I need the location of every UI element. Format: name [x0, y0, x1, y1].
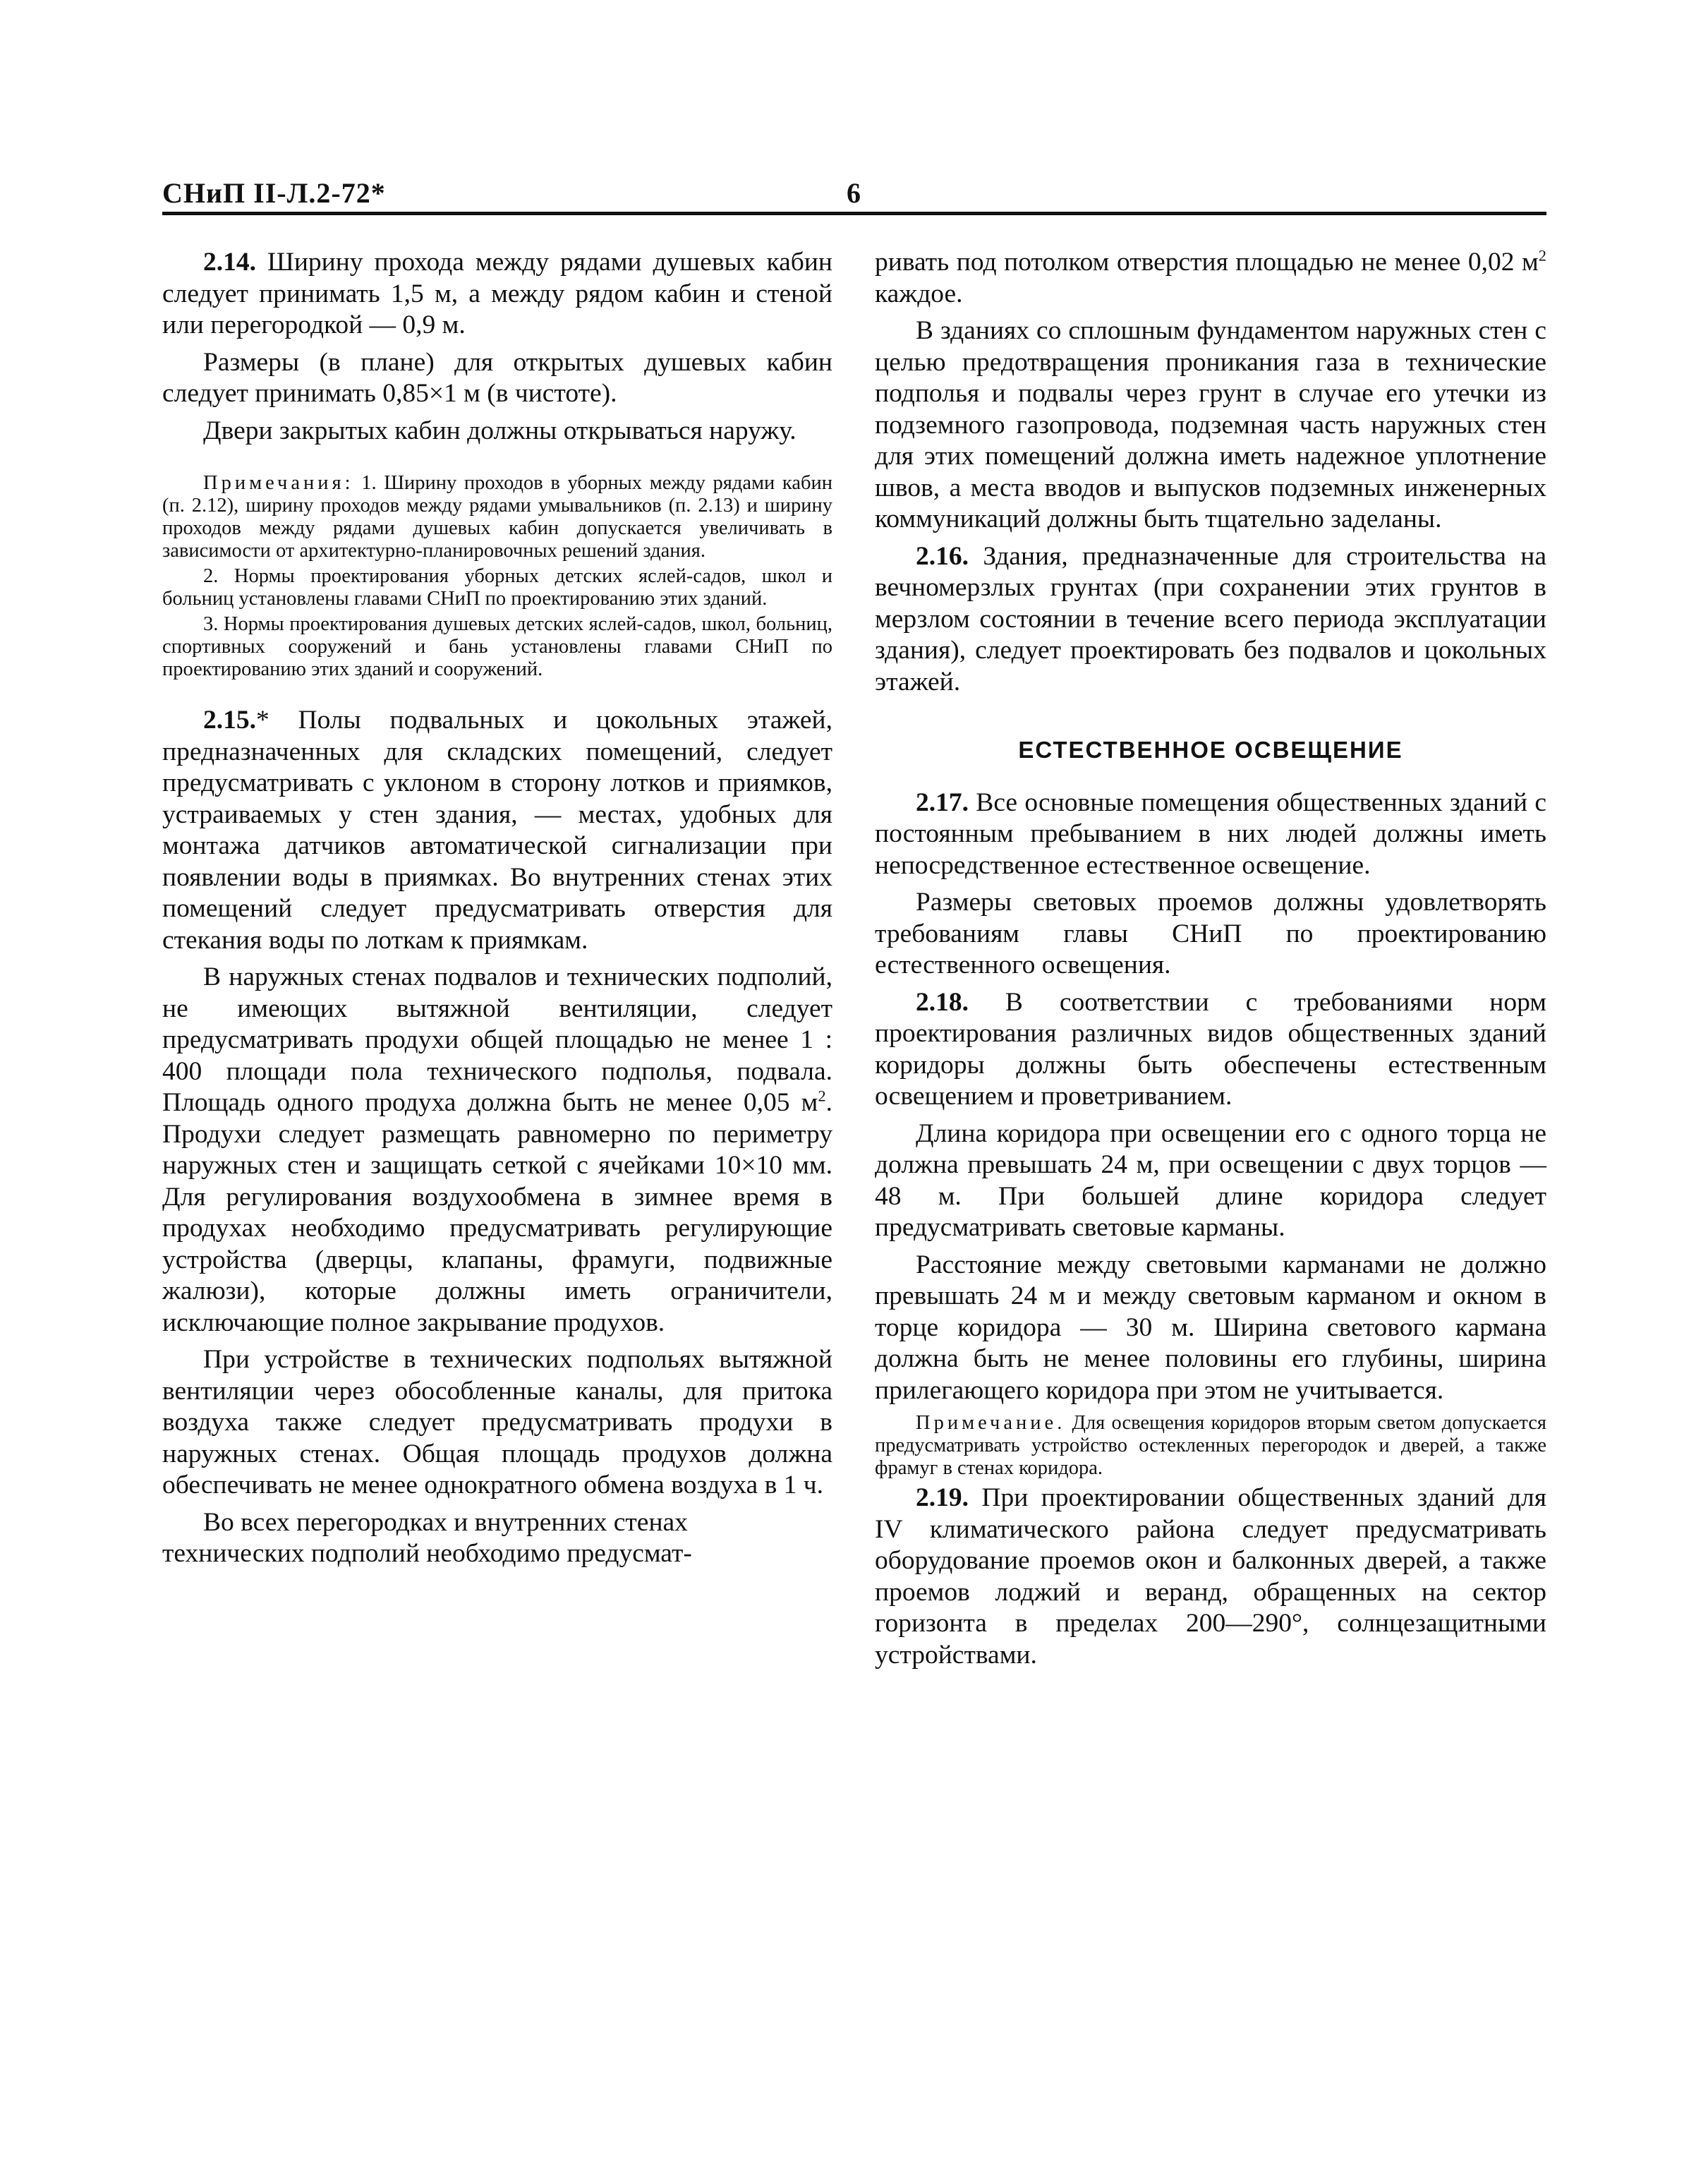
- paragraph-text: * Полы подвальных и цокольных этажей, предназначенных для складских помещений, следует предусматривать с уклоном в сторону лотков и приямков, устраиваемых у стен здания, — местах, удобных для монтажа датчиков автоматической сигнализации при появлении воды в приямках. Во внутренних стенах этих помещений следует предусматривать отверстия для стекания воды по лоткам к приямкам.: [162, 706, 832, 955]
- paragraph-text: Все основные помещения общественных зданий с постоянным пребыванием в них людей должны иметь непосредственное естественное освещение.: [875, 787, 1546, 880]
- paragraph-text: Расстояние между световыми карманами не должно превышать 24 м и между световым карманом и окном в торце коридора — 30 м. Ширина светового кармана должна быть не менее половины его глубины, ширина прилегающего коридора при этом не учитывается.: [875, 1250, 1546, 1405]
- clause-number: 2.16.: [916, 541, 969, 571]
- right-column: [875, 247, 1546, 1677]
- paragraph-2-19: [875, 1483, 1546, 1671]
- clause-number: 2.14.: [203, 248, 256, 277]
- notes-block: [162, 472, 832, 681]
- paragraph-text: При проектировании общественных зданий для IV климатического района следует предусматривать оборудование проемов окон и балконных дверей, а также проемов лоджий и веранд, обращенных на сектор горизонта в пределах 200—290°, солнцезащитными устройствами.: [875, 1483, 1546, 1670]
- note-2: 2. Нормы проектирования уборных детских яслей-садов, школ и больниц установлены главами СНиП по проектированию этих зданий.: [162, 565, 832, 610]
- paragraph-text: Во всех перегородках и внутренних стенах технических подполий необходимо предусмат-: [162, 1507, 692, 1568]
- corridor-note: [875, 1412, 1546, 1480]
- paragraph-text: Двери закрытых кабин должны открываться наружу.: [203, 416, 797, 445]
- paragraph-text: При устройстве в технических подпольях вытяжной вентиляции через обособленные каналы, для притока воздуха также следует предусматривать продухи в наружных стенах. Общая площадь продухов должна обеспечивать не менее однократного обмена воздуха в 1 ч.: [162, 1345, 832, 1499]
- clause-number: 2.15.: [203, 706, 256, 735]
- paragraph-text: Ширину прохода между рядами душевых кабин следует принимать 1,5 м, а между рядом кабин и стеной или перегородкой — 0,9 м.: [162, 248, 832, 339]
- paragraph-text: ривать под потолком отверстия площадью не менее 0,02 м: [875, 248, 1539, 277]
- paragraph-2-15: [162, 705, 832, 956]
- header-rule: [162, 212, 1546, 215]
- superscript: 2: [1538, 246, 1546, 265]
- paragraph-text: Размеры (в плане) для открытых душевых кабин следует принимать 0,85×1 м (в чистоте).: [162, 347, 832, 408]
- paragraph-text: Здания, предназначенные для строительства на вечномерзлых грунтах (при сохранении этих грунтов в мерзлом состоянии в течение всего периода эксплуатации здания), следует проектировать без подвалов и цокольных этажей.: [875, 541, 1546, 696]
- left-column: [162, 247, 832, 1576]
- paragraph-2-14: [162, 247, 832, 342]
- paragraph-2-18: [875, 987, 1546, 1113]
- paragraph-text: В зданиях со сплошным фундаментом наружных стен с целью предотвращения проникания газа в технические подполья и подвалы через грунт в случае его утечки из подземного газопровода, подземная часть наружных стен для этих помещений должна иметь надежное уплотнение швов, а места вводов и выпусков подземных инженерных коммуникаций должны быть тщательно заделаны.: [875, 316, 1546, 533]
- clause-number: 2.19.: [916, 1483, 969, 1512]
- page-number: 6: [847, 177, 861, 209]
- paragraph-continued: [875, 247, 1546, 310]
- note-text: Для освещения коридоров вторым светом допускается предусматривать устройство остекленных перегородок и дверей, а также фрамуг в стенах коридора.: [875, 1412, 1546, 1479]
- clause-number: 2.17.: [916, 787, 969, 817]
- clause-number: 2.18.: [916, 987, 969, 1017]
- note-label: Примечание.: [916, 1412, 1066, 1434]
- paragraph-text: Длина коридора при освещении его с одного торца не должна превышать 24 м, при освещении с двух торцов — 48 м. При большей длине коридора следует предусматривать световые карманы.: [875, 1118, 1546, 1242]
- note-3: 3. Нормы проектирования душевых детских яслей-садов, школ, больниц, спортивных сооружений и бань установлены главами СНиП по проектированию этих зданий и сооружений.: [162, 613, 832, 680]
- note-1: [162, 472, 832, 562]
- paragraph-2-16: [875, 541, 1546, 699]
- paragraph-vents: [162, 962, 832, 1339]
- paragraph-text: В наружных стенах подвалов и технических подполий, не имеющих вытяжной вентиляции, следует предусматривать продухи общей площадью не менее 1 : 400 площади пола технического подполья, подвала. Площадь одного продуха должна быть не менее 0,05 м: [162, 962, 832, 1117]
- superscript: 2: [818, 1087, 826, 1105]
- notes-label: Примечания:: [203, 472, 354, 494]
- paragraph-text: . Продухи следует размещать равномерно по периметру наружных стен и защищать сеткой с ячейками 10×10 мм. Для регулирования воздухообмена в зимнее время в продухах необходимо предусматривать регулирующие устройства (дверцы, клапаны, фрамуги, подвижные жалюзи), которые должны иметь ограничители, исключающие полное закрывание продухов.: [162, 1088, 832, 1337]
- document-code: СНиП II-Л.2-72*: [162, 177, 386, 209]
- paragraph-text: Размеры световых проемов должны удовлетворять требованиям главы СНиП по проектированию естественного освещения.: [875, 888, 1546, 979]
- section-heading: ЕСТЕСТВЕННОЕ ОСВЕЩЕНИЕ: [1018, 737, 1403, 763]
- note-text: 1. Ширину проходов в уборных между рядами кабин (п. 2.12), ширину проходов между рядами умывальников (п. 2.13) и ширину проходов между рядами душевых кабин допускается увеличивать в зависимости от архитектурно-планировочных решений здания.: [162, 472, 832, 562]
- paragraph-2-17: [875, 787, 1546, 882]
- paragraph-text: В соответствии с требованиями норм проектирования различных видов общественных зданий коридоры должны быть обеспечены естественным освещением и проветриванием.: [875, 987, 1546, 1111]
- paragraph-text: каждое.: [875, 279, 963, 308]
